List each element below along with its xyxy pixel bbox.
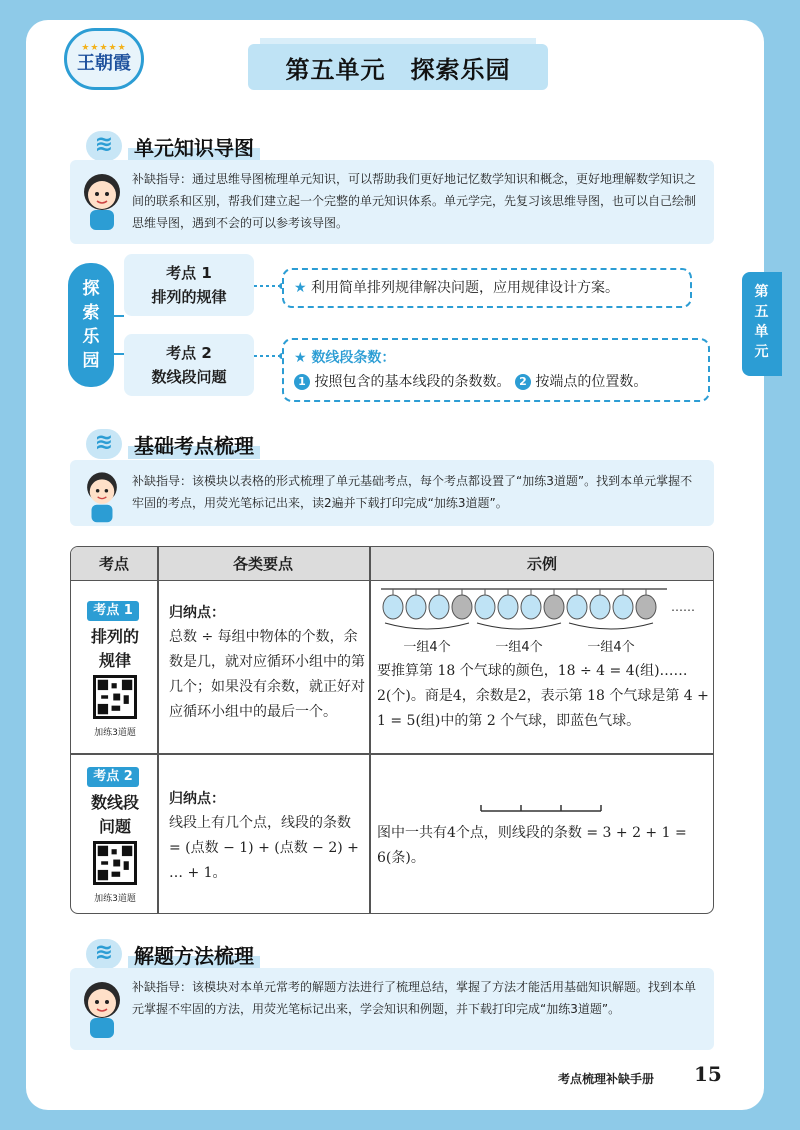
balloon bbox=[452, 595, 472, 619]
side-tab-char: 第 bbox=[754, 284, 770, 300]
leaf-item-text: 按端点的位置数。 bbox=[535, 374, 648, 390]
root-char: 园 bbox=[82, 351, 100, 371]
kaodian-name-line: 排列的 bbox=[90, 627, 139, 646]
mindmap-leaf-2 bbox=[282, 338, 710, 402]
example-text: 图中一共有4个点，则线段的条数 = 3 + 2 + 1 = 6(条)。 bbox=[377, 825, 687, 866]
root-char: 乐 bbox=[82, 327, 100, 347]
table-divider bbox=[369, 547, 371, 913]
kaodian-tag: 考点 1 bbox=[87, 601, 139, 621]
boy-avatar-icon bbox=[78, 468, 126, 524]
qr-code-icon[interactable] bbox=[93, 841, 137, 885]
balloon bbox=[475, 595, 495, 619]
kaodian-name-line: 规律 bbox=[98, 651, 131, 670]
number-badge: 2 bbox=[515, 374, 531, 390]
mindmap-leaf-1 bbox=[282, 268, 692, 308]
side-tab-char: 元 bbox=[754, 344, 770, 360]
number-badge: 1 bbox=[294, 374, 310, 390]
tip-text: 补缺指导：通过思维导图梳理单元知识，可以帮助我们更好地记忆数学知识和概念，更好地理解数学知识之间的联系和区别，帮我们建立起一个完整的单元知识体系。单元学完，先复习该思维导图，也可以自己绘制思维导图，遇到不会的可以参考该导图。 bbox=[132, 172, 697, 230]
group-bracket bbox=[477, 623, 561, 629]
table-header-cell: 各类要点 bbox=[232, 555, 293, 573]
star-icon: ★ bbox=[294, 280, 307, 296]
qr-code-icon[interactable] bbox=[93, 675, 137, 719]
logo-name: 王朝霞 bbox=[77, 53, 131, 74]
side-tab-char: 五 bbox=[754, 304, 770, 320]
side-tab-char: 单 bbox=[754, 324, 770, 340]
tip-text: 补缺指导：该模块以表格的形式梳理了单元基础考点，每个考点都设置了“加练3道题”。找到本单元掌握不牢固的考点，用荧光笔标记出来，读2遍并下载打印完成“加练3道题”。 bbox=[132, 474, 693, 510]
ellipsis: …… bbox=[671, 600, 695, 614]
group-label: 一组4个 bbox=[495, 640, 543, 655]
girl-avatar-icon bbox=[78, 168, 126, 232]
section-title: 解题方法梳理 bbox=[128, 940, 260, 969]
group-bracket bbox=[385, 623, 469, 629]
tip-box bbox=[70, 460, 714, 526]
table-header-cell: 考点 bbox=[98, 555, 129, 573]
section-title: 基础考点梳理 bbox=[128, 430, 260, 459]
kaodian-name bbox=[75, 625, 155, 673]
leaf-items bbox=[294, 370, 698, 394]
leaf-title: 数线段条数： bbox=[311, 350, 396, 366]
unit-side-tab bbox=[742, 272, 782, 376]
balloon bbox=[613, 595, 633, 619]
table-divider bbox=[71, 753, 713, 755]
point-text: 总数 ÷ 每组中物体的个数，余数是几，就对应循环小组中的第几个；如果没有余数，就正好对应循环小组中的最后一个。 bbox=[169, 629, 365, 720]
leaf-title-row bbox=[294, 346, 698, 370]
section-heading-methods bbox=[86, 936, 306, 972]
wave-icon: ≋ bbox=[86, 939, 122, 969]
tip-box bbox=[70, 968, 714, 1050]
girl-avatar-icon bbox=[78, 976, 126, 1040]
group-bracket bbox=[569, 623, 653, 629]
mindmap-node-2 bbox=[124, 334, 254, 396]
tip-text: 补缺指导：该模块对本单元常考的解题方法进行了梳理总结，掌握了方法才能活用基础知识解题。找到本单元掌握不牢固的方法，用荧光笔标记出来，学会知识和例题，并下载打印完成“加练3道题”。 bbox=[132, 980, 697, 1016]
line-segment-figure bbox=[471, 799, 611, 819]
brand-logo bbox=[64, 28, 144, 90]
section-heading-basics bbox=[86, 426, 306, 462]
balloon bbox=[567, 595, 587, 619]
section-heading-mindmap bbox=[86, 128, 306, 164]
balloon-example-figure bbox=[377, 585, 711, 659]
leaf-item-text: 按照包含的基本线段的条数数。 bbox=[314, 374, 511, 390]
node-label: 考点 1 bbox=[166, 264, 212, 282]
footer-label: 考点梳理补缺手册 bbox=[558, 1072, 655, 1086]
point-title: 归纳点： bbox=[169, 791, 225, 807]
wave-icon: ≋ bbox=[86, 131, 122, 161]
table-header-cell: 示例 bbox=[526, 555, 557, 573]
knowledge-table bbox=[70, 546, 714, 914]
table-divider bbox=[157, 547, 159, 913]
balloon bbox=[498, 595, 518, 619]
example-text: 要推算第 18 个气球的颜色，18 ÷ 4 = 4(组)……2(个)。商是4，余数是2，表示第 18 个气球是第 4 + 1 = 5(组)中的第 2 个气球，即蓝色气球。 bbox=[377, 663, 709, 729]
group-label: 一组4个 bbox=[403, 640, 451, 655]
qr-caption: 加练3道题 bbox=[94, 894, 136, 904]
leaf-text: 利用简单排列规律解决问题，应用规律设计方案。 bbox=[311, 280, 620, 296]
section-title: 单元知识导图 bbox=[128, 132, 260, 161]
mindmap-root bbox=[68, 263, 114, 387]
group-label: 一组4个 bbox=[587, 640, 635, 655]
star-icon: ★★★★★ bbox=[81, 43, 127, 53]
balloon bbox=[406, 595, 426, 619]
kaodian-name-line: 问题 bbox=[98, 817, 131, 836]
qr-caption: 加练3道题 bbox=[94, 728, 136, 738]
mindmap-node-1 bbox=[124, 254, 254, 316]
page-number: 15 bbox=[694, 1062, 722, 1086]
tip-box bbox=[70, 160, 714, 244]
root-char: 索 bbox=[82, 303, 100, 323]
balloon bbox=[544, 595, 564, 619]
point-text: 线段上有几个点，线段的条数 = (点数 − 1) + (点数 − 2) + … + 1。 bbox=[169, 815, 359, 881]
page-title: 第五单元 探索乐园 bbox=[285, 56, 511, 84]
node-label: 数线段问题 bbox=[151, 368, 227, 386]
kaodian-name-line: 数线段 bbox=[90, 793, 139, 812]
star-icon: ★ bbox=[294, 350, 307, 366]
kaodian-name bbox=[75, 791, 155, 839]
node-label: 排列的规律 bbox=[151, 288, 227, 306]
balloon bbox=[429, 595, 449, 619]
root-char: 探 bbox=[82, 279, 100, 299]
balloon bbox=[521, 595, 541, 619]
node-label: 考点 2 bbox=[166, 344, 212, 362]
balloon bbox=[636, 595, 656, 619]
kaodian-tag: 考点 2 bbox=[87, 767, 139, 787]
wave-icon: ≋ bbox=[86, 429, 122, 459]
point-title: 归纳点： bbox=[169, 605, 225, 621]
balloon bbox=[383, 595, 403, 619]
balloon bbox=[590, 595, 610, 619]
